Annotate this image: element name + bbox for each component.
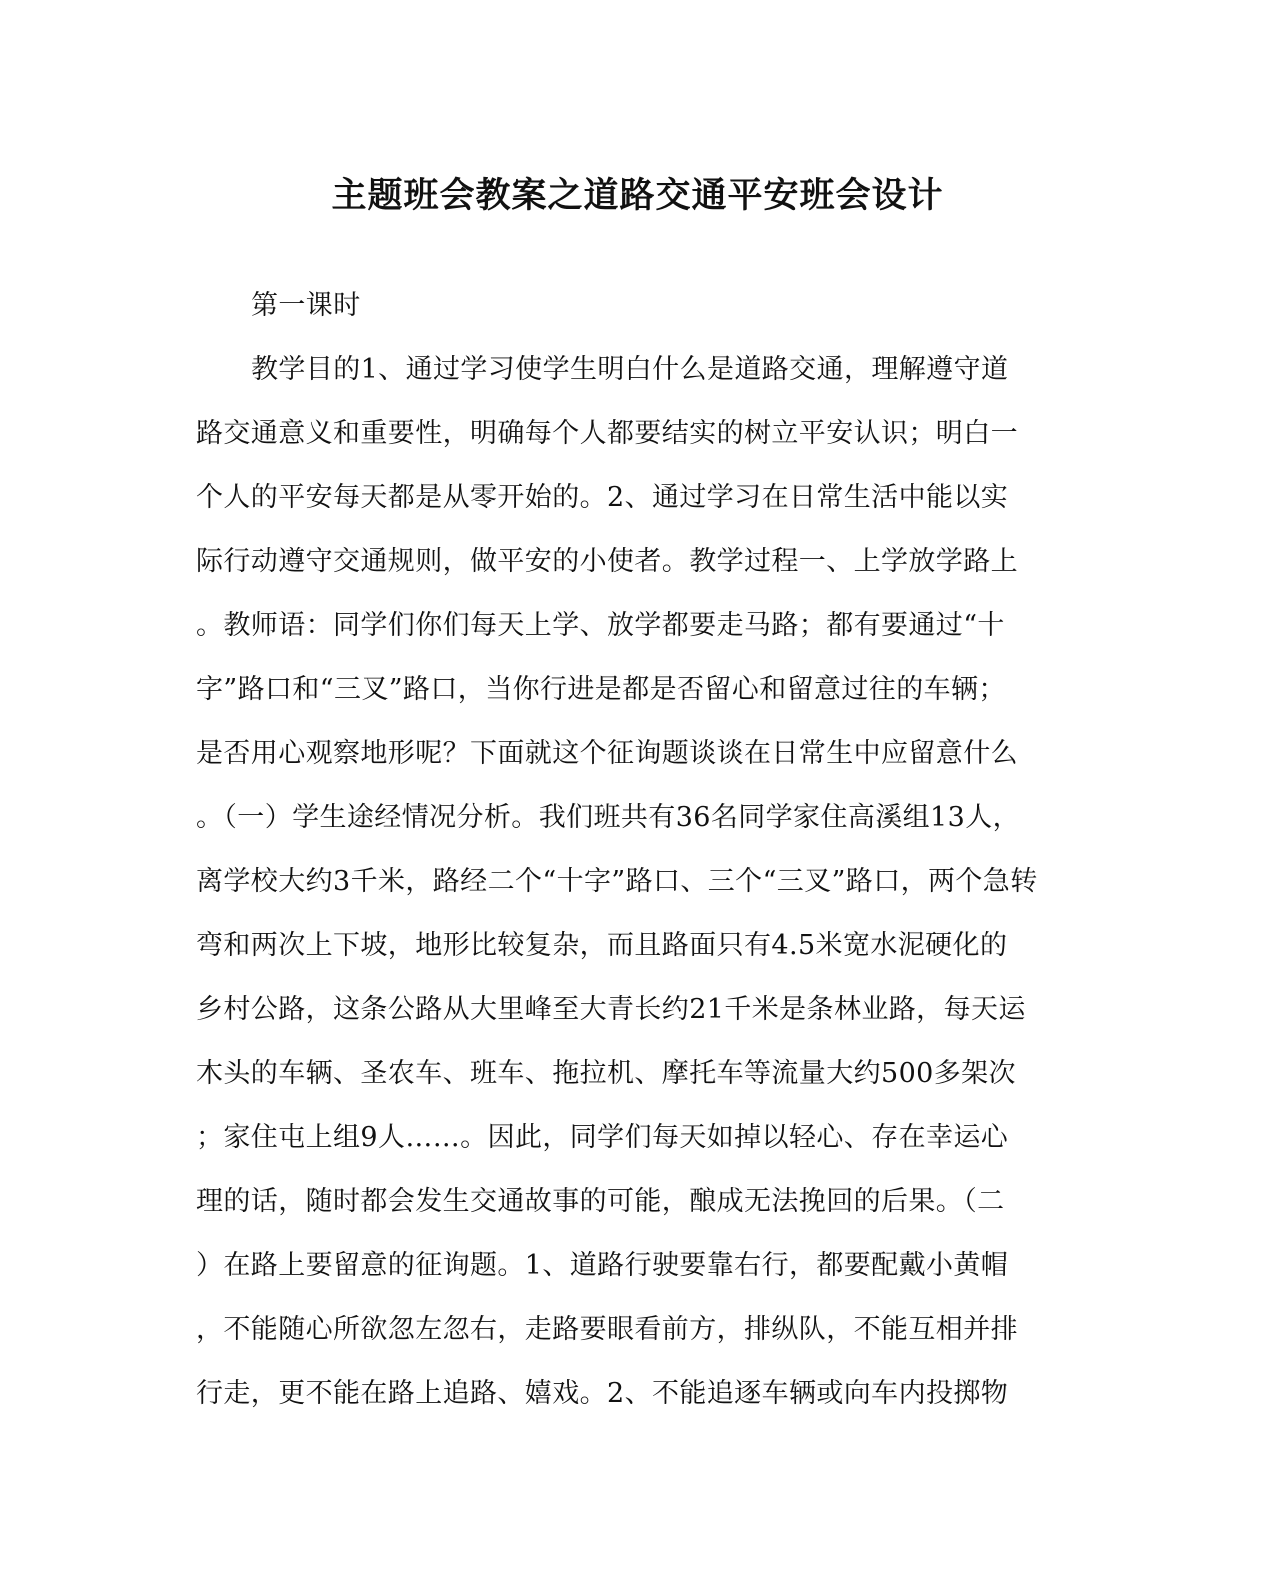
paragraph-line: 离学校大约3千米，路经二个“十字”路口、三个“三叉”路口，两个急转 (196, 866, 1038, 897)
paragraph-line: ，不能随心所欲忽左忽右，走路要眼看前方，排纵队，不能互相并排 (196, 1314, 1018, 1345)
paragraph-line: 际行动遵守交通规则，做平安的小使者。教学过程一、上学放学路上 (196, 546, 1018, 577)
section-heading: 第一课时 (251, 290, 361, 321)
paragraph-line: 弯和两次上下坡，地形比较复杂，而且路面只有4.5米宽水泥硬化的 (196, 930, 1008, 961)
document-title: 主题班会教案之道路交通平安班会设计 (331, 175, 944, 216)
paragraph-line: 乡村公路，这条公路从大里峰至大青长约21千米是条林业路，每天运 (196, 994, 1026, 1025)
paragraph-line: ；家住屯上组9人……。因此，同学们每天如掉以轻心、存在幸运心 (196, 1122, 1009, 1153)
paragraph-line: 是否用心观察地形呢？下面就这个征询题谈谈在日常生中应留意什么 (196, 738, 1018, 769)
paragraph-line: 。（一）学生途经情况分析。我们班共有36名同学家住高溪组13人， (196, 802, 1021, 833)
paragraph-line: 木头的车辆、圣农车、班车、拖拉机、摩托车等流量大约500多架次 (196, 1058, 1016, 1089)
paragraph-line: 路交通意义和重要性，明确每个人都要结实的树立平安认识；明白一 (196, 418, 1018, 449)
paragraph-line: 行走，更不能在路上追路、嬉戏。2、不能追逐车辆或向车内投掷物 (196, 1378, 1009, 1409)
paragraph-line: 教学目的1、通过学习使学生明白什么是道路交通，理解遵守道 (251, 354, 1009, 385)
paragraph-line: 个人的平安每天都是从零开始的。2、通过学习在日常生活中能以实 (196, 482, 1009, 513)
paragraph-line: ）在路上要留意的征询题。1、道路行驶要靠右行，都要配戴小黄帽 (196, 1250, 1009, 1281)
paragraph-line: 字”路口和“三叉”路口，当你行进是都是否留心和留意过往的车辆； (196, 674, 1006, 705)
paragraph-line: 。教师语：同学们你们每天上学、放学都要走马路；都有要通过“十 (196, 610, 1005, 641)
paragraph-line: 理的话，随时都会发生交通故事的可能，酿成无法挽回的后果。（二 (196, 1186, 1005, 1217)
